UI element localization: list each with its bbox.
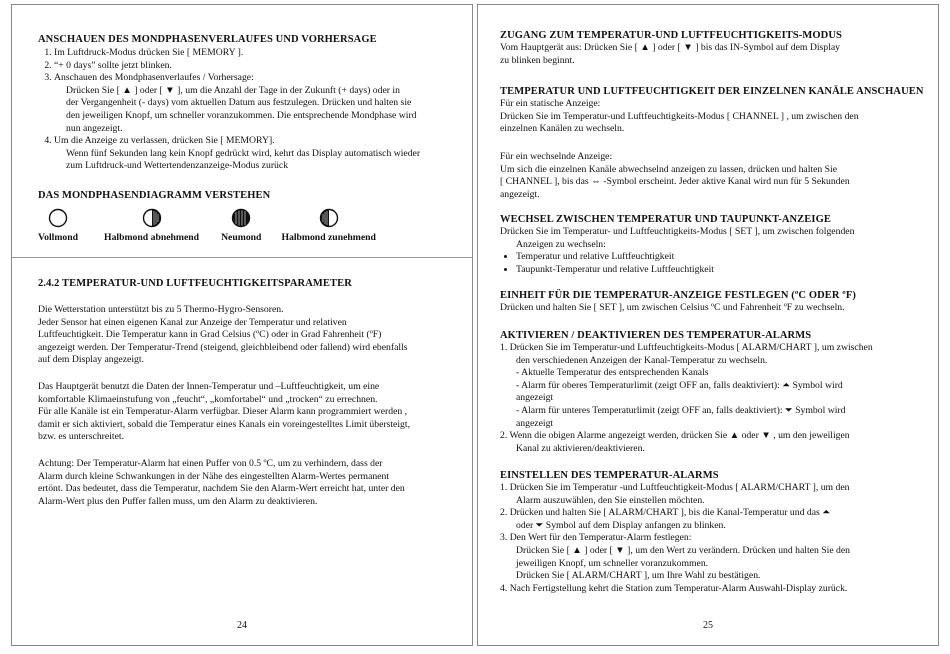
alternating-display-block (500, 151, 924, 201)
paragraph (38, 304, 454, 367)
text-line: Vom Hauptgerät aus: Drücken Sie [ ▲ ] oder [ ▼ ] bis das IN-Symbol auf dem Display (500, 42, 840, 53)
moon-phase-new (221, 208, 261, 243)
text-line: 2. Wenn die obigen Alarme angezeigt werden, drücken Sie ▲ oder ▼ , um den jeweiligen (500, 430, 850, 442)
text-line: einzelnen Kanälen zu wechseln. (500, 123, 625, 135)
text-line: - Alarm für oberes Temperaturlimit (zeigt OFF an, falls deaktiviert): ⏶ Symbol wird (516, 379, 843, 391)
alarm-set-section (500, 469, 924, 595)
text-line: Anzeigen zu wechseln: (516, 238, 606, 250)
left-page (11, 4, 473, 646)
new-moon-icon (231, 208, 251, 228)
moon-phase-row (38, 208, 454, 243)
text-line: Alarm durch kleine Schwankungen in der Nähe des eingestellten Alarm-Wertes permanent (38, 470, 390, 482)
text-line: komfortable Klimaeinstufung von „feucht“, „komfortabel“ und „trocken“ zu errechnen. (38, 393, 378, 405)
text-line: Drücken Sie [ ▲ ] oder [ ▼ ], um die Anzahl der Tage in der Zukunft (+ days) oder in (66, 84, 400, 96)
text-line: Drücken Sie im Temperatur-und Luftfeuchtigkeits-Modus [ CHANNEL ] , um zwischen den (500, 110, 859, 122)
text-line: Drücken und halten Sie [ SET ], um zwischen Celsius ºC und Fahrenheit ºF zu wechseln. (500, 302, 845, 313)
section-title: ZUGANG ZUM TEMPERATUR-UND LUFTFEUCHTIGKEITS-MODUS (500, 30, 842, 41)
text-line: Drücken Sie im Temperatur- und Luftfeuchtigkeits-Modus [ SET ], um zwischen folgenden (500, 226, 855, 237)
section-title: EINSTELLEN DES TEMPERATUR-ALARMS (500, 470, 719, 481)
text-line: Jeder Sensor hat einen eigenen Kanal zur Anzeige der Temperatur und relativen (38, 316, 347, 328)
text-line: zum Luftdruck-und Wettertendenzanzeige-Modus zurück (66, 160, 289, 172)
section-title: 2.4.2 TEMPERATUR-UND LUFTFEUCHTIGKEITSPARAMETER (38, 278, 352, 289)
text-line: 4. Nach Fertigstellung kehrt die Station zum Temperatur-Alarm Auswahl-Display zurück. (500, 582, 848, 594)
moon-phase-waning (104, 208, 199, 243)
text-line: Für ein wechselnde Anzeige: (500, 151, 613, 162)
section-title: EINHEIT FÜR DIE TEMPERATUR-ANZEIGE FESTLEGEN (ºC ODER ºF) (500, 290, 856, 301)
text-line: Das Hauptgerät benutzt die Daten der Innen-Temperatur und –Luftfeuchtigkeit, um eine (38, 381, 380, 392)
moon-phase-full (38, 208, 78, 243)
moon-history-section (38, 33, 454, 173)
text-line: bzw. es unterschreitet. (38, 431, 124, 443)
text-line: 1. Drücken Sie im Temperatur -und Luftfeuchtigkeit-Modus [ ALARM/CHART ], um den (500, 482, 850, 493)
text-line: [ CHANNEL ], bis das ⇔ -Symbol erscheint. Jeder aktive Kanal wird nun für 5 Sekunden (500, 176, 850, 188)
list-item: 2. “+ 0 days” sollte jetzt blinken. (54, 60, 454, 73)
text-line: Die Wetterstation unterstützt bis zu 5 Thermo-Hygro-Sensoren. (38, 304, 284, 315)
paragraph (38, 381, 454, 444)
list-item: • Temperatur und relative Luftfeuchtigkeit (516, 251, 924, 264)
moon-phase-label: Halbmond zunehmend (281, 232, 376, 243)
moon-diagram-section (38, 189, 454, 243)
alarm-toggle-section (500, 329, 924, 455)
text-line: den jeweiligen Knopf, um schneller voranzukommen. Die entsprechende Mondphase wird (66, 109, 417, 121)
channels-section (500, 85, 924, 136)
text-line: Für alle Kanäle ist ein Temperatur-Alarm verfügbar. Dieser Alarm kann programmiert werden , (38, 406, 408, 418)
section-title: ANSCHAUEN DES MONDPHASENVERLAUFES UND VORHERSAGE (38, 34, 377, 45)
waning-half-moon-icon (142, 208, 162, 228)
text-line: oder ⏷ Symbol auf dem Display anfangen zu blinken. (516, 519, 726, 531)
text-line: ertönt. Das bedeutet, dass die Temperatur, nachdem Sie den Alarm-Wert erreicht hat, unter den (38, 483, 405, 495)
text-line: angezeigt werden. Der Temperatur-Trend (steigend, gleichbleibend oder fallend) wird ebenfalls (38, 341, 408, 353)
list-item (54, 72, 454, 135)
text-line: damit er sich aktiviert, sobald die Temperatur eines Kanals ein voreingestelltes Limit übersteigt, (38, 418, 411, 430)
text-line: Kanal zu aktivieren/deaktivieren. (516, 442, 645, 454)
waxing-half-moon-icon (319, 208, 339, 228)
unit-section (500, 289, 924, 315)
list-item: • Taupunkt-Temperatur und relative Luftfeuchtigkeit (516, 264, 924, 277)
text-line: 3. Den Wert für den Temperatur-Alarm festlegen: (500, 532, 692, 544)
dewpoint-section (500, 213, 924, 276)
text-line: der Vergangenheit (- days) vom aktuellen Datum aus festzulegen. Drücken und halten sie (66, 97, 412, 109)
moon-phase-label: Neumond (221, 232, 262, 243)
text-line: Wenn fünf Sekunden lang kein Knopf gedrückt wird, kehrt das Display automatisch wieder (66, 147, 421, 159)
moon-phase-waxing (281, 208, 375, 243)
list-item: 1. Im Luftdruck-Modus drücken Sie [ MEMORY ]. (54, 47, 454, 60)
text-line: den verschiedenen Anzeigen der Kanal-Temperatur zu wechseln. (516, 354, 768, 366)
moon-phase-label: Halbmond abnehmend (104, 232, 200, 243)
text-line: Um sich die einzelnen Kanäle abwechselnd anzeigen zu lassen, drücken und halten Sie (500, 163, 838, 175)
section-title: WECHSEL ZWISCHEN TEMPERATUR UND TAUPUNKT-ANZEIGE (500, 214, 831, 225)
list-item-text: Um die Anzeige zu verlassen, drücken Sie [ MEMORY]. (54, 135, 275, 147)
text-line: Achtung: Der Temperatur-Alarm hat einen Puffer von 0.5 ºC, um zu verhindern, dass der (38, 458, 383, 469)
full-moon-icon (48, 208, 68, 228)
text-line: 1. Drücken Sie im Temperatur-und Luftfeuchtigkeits-Modus [ ALARM/CHART ], um zwischen (500, 342, 873, 353)
text-line: zu blinken beginnt. (500, 54, 575, 66)
page-number: 25 (703, 620, 713, 631)
text-line: Drücken Sie [ ▲ ] oder [ ▼ ], um den Wert zu verändern. Drücken und halten Sie den (516, 544, 851, 556)
text-line: 2. Drücken und halten Sie [ ALARM/CHART ], bis die Kanal-Temperatur und das ⏶ (500, 507, 830, 519)
text-line: angezeigt. (500, 188, 540, 200)
text-line: Für ein statische Anzeige: (500, 98, 601, 109)
text-line: - Alarm für unteres Temperaturlimit (zeigt OFF an, falls deaktiviert): ⏷ Symbol wird (516, 404, 846, 416)
temp-humidity-param-section (38, 277, 454, 290)
list-item (54, 135, 454, 173)
list-item-text: Anschauen des Mondphasenverlaufes / Vorhersage: (54, 72, 254, 84)
text-line: angezeigt (516, 417, 554, 429)
paragraph (38, 458, 454, 508)
text-line: Drücken Sie [ ALARM/CHART ], um Ihre Wahl zu bestätigen. (516, 570, 761, 582)
text-line: nun angezeigt. (66, 122, 123, 134)
section-divider (12, 257, 472, 258)
text-line: Luftfeuchtigkeit. Die Temperatur kann in Grad Celsius (ºC) oder in Grad Fahrenheit (ºF) (38, 329, 382, 341)
access-mode-section (500, 29, 924, 67)
text-line: angezeigt (516, 392, 554, 404)
text-line: Alarm-Wert plus den Puffer fallen muss, um den Alarm zu deaktivieren. (38, 495, 318, 507)
page-number: 24 (237, 620, 247, 631)
moon-phase-label: Vollmond (38, 232, 79, 243)
right-page (477, 4, 939, 646)
text-line: auf dem Display angezeigt. (38, 354, 144, 366)
text-line: - Aktuelle Temperatur des entsprechenden Kanals (516, 367, 709, 379)
section-title: DAS MONDPHASENDIAGRAMM VERSTEHEN (38, 190, 271, 201)
section-title: AKTIVIEREN / DEAKTIVIEREN DES TEMPERATUR-ALARMS (500, 330, 812, 341)
text-line: jeweiligen Knopf, um schneller voranzukommen. (516, 557, 709, 569)
text-line: Alarm auszuwählen, den Sie einstellen möchten. (516, 494, 705, 506)
section-title: TEMPERATUR UND LUFTFEUCHTIGKEIT DER EINZELNEN KANÄLE ANSCHAUEN (500, 86, 924, 97)
